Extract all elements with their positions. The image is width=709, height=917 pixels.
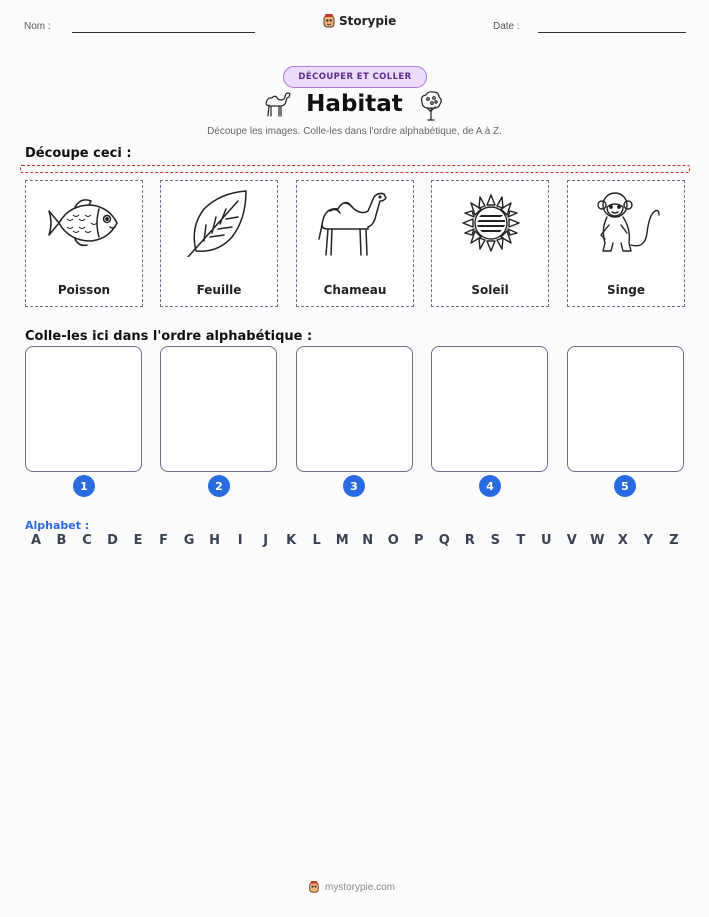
card-label: Singe <box>606 283 646 297</box>
alphabet-letter: C <box>82 533 92 548</box>
alphabet-letter: L <box>312 533 321 548</box>
alphabet-letter: X <box>617 533 628 548</box>
date-line <box>538 32 686 33</box>
cut-heading: Découpe ceci : <box>25 146 132 161</box>
alphabet-letter: H <box>209 533 221 548</box>
card-label: Chameau <box>323 283 387 297</box>
alphabet-letter: Z <box>669 533 679 548</box>
cut-card-monkey[interactable] <box>567 180 685 307</box>
alphabet-letter: I <box>237 533 243 548</box>
alphabet-letter: G <box>183 533 195 548</box>
cut-card-camel[interactable] <box>296 180 414 307</box>
cut-card-fish[interactable] <box>25 180 143 307</box>
camel-icon <box>316 189 396 257</box>
monkey-icon <box>587 189 667 257</box>
paste-box[interactable] <box>296 346 413 472</box>
alphabet-letter: N <box>362 533 374 548</box>
footer-link[interactable]: mystorypie.com <box>325 881 396 893</box>
alphabet-letter: Y <box>643 533 654 548</box>
alphabet-letter: O <box>387 533 399 548</box>
cut-card-leaf[interactable] <box>160 180 278 307</box>
alphabet-letter: F <box>159 533 169 548</box>
alphabet-title: Alphabet : <box>25 519 90 532</box>
paste-box[interactable] <box>431 346 548 472</box>
tree-deco-icon <box>418 90 444 122</box>
alphabet-letter: B <box>56 533 67 548</box>
alphabet-row <box>25 533 685 548</box>
storypie-footer-icon <box>308 880 320 894</box>
alphabet-letter: E <box>133 533 143 548</box>
instructions: Découpe les images. Colle-les dans l'ordre alphabétique, de A à Z. <box>207 126 502 137</box>
paste-heading: Colle-les ici dans l'ordre alphabétique : <box>25 329 313 344</box>
alphabet-letter: D <box>107 533 118 548</box>
leaf-icon <box>180 189 260 257</box>
name-line <box>72 32 255 33</box>
alphabet-letter: U <box>541 533 552 548</box>
cut-line <box>20 165 690 173</box>
card-label: Poisson <box>57 283 111 297</box>
name-label: Nom : <box>24 21 51 32</box>
page-title: Habitat <box>306 91 403 117</box>
brand-name: Storypie <box>339 14 397 28</box>
fish-icon <box>45 189 125 257</box>
storypie-logo-icon <box>322 13 336 29</box>
footer <box>308 880 395 894</box>
alphabet-letter: S <box>490 533 500 548</box>
alphabet-letter: T <box>516 533 526 548</box>
number-badge: 5 <box>614 475 636 497</box>
alphabet-letter: V <box>566 533 577 548</box>
number-badge: 3 <box>343 475 365 497</box>
card-label: Soleil <box>471 283 509 297</box>
number-badge: 1 <box>73 475 95 497</box>
activity-badge: DÉCOUPER ET COLLER <box>283 66 427 88</box>
paste-box[interactable] <box>25 346 142 472</box>
number-badge: 4 <box>479 475 501 497</box>
paste-box[interactable] <box>160 346 277 472</box>
alphabet-letter: W <box>590 533 605 548</box>
alphabet-letter: M <box>335 533 349 548</box>
sun-icon <box>451 189 531 257</box>
card-label: Feuille <box>196 283 242 297</box>
alphabet-letter: Q <box>438 533 450 548</box>
alphabet-letter: R <box>464 533 475 548</box>
alphabet-letter: A <box>30 533 42 548</box>
paste-box[interactable] <box>567 346 684 472</box>
brand-logo <box>322 13 396 29</box>
alphabet-letter: K <box>286 533 297 548</box>
number-badge: 2 <box>208 475 230 497</box>
date-label: Date : <box>493 21 520 32</box>
cut-card-sun[interactable] <box>431 180 549 307</box>
alphabet-letter: P <box>413 533 424 548</box>
alphabet-letter: J <box>263 533 269 548</box>
